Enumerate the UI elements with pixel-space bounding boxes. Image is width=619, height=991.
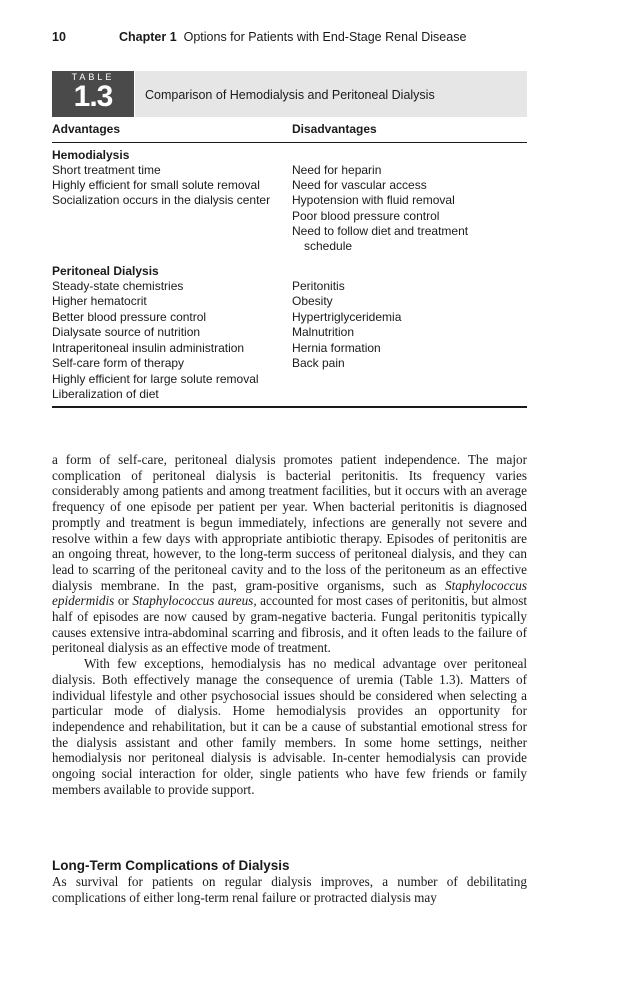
- column-header-advantages: Advantages: [52, 122, 121, 136]
- table-cell-advantage: Higher hematocrit: [52, 294, 147, 308]
- table-label-word: TABLE: [71, 72, 115, 82]
- table-cell-advantage: Highly efficient for small solute removal: [52, 178, 260, 192]
- table-cell-disadvantage: Back pain: [292, 356, 345, 370]
- species-name: Staphylococcus epidermidis: [52, 577, 527, 609]
- table-cell-disadvantage: Need for vascular access: [292, 178, 427, 192]
- table-cell-advantage: Socialization occurs in the dialysis center: [52, 193, 271, 207]
- table-cell-disadvantage: Hypotension with fluid removal: [292, 193, 455, 207]
- running-head: [52, 30, 532, 46]
- table-cell-advantage: Steady-state chemistries: [52, 279, 184, 293]
- paragraph-text: or: [114, 593, 133, 609]
- paragraph-text: accounted for most cases of peritonitis, but almost half of episodes are now caused by gram-negative bacteria. Fungal peritonitis typically causes extensive intra-abdominal scarring and fibrosis, and it often leads to the failure of peritoneal dialysis as an effective mode of treatment.: [52, 593, 527, 656]
- table-cell-advantage: Intraperitoneal insulin administration: [52, 341, 245, 355]
- table-cell-disadvantage: Poor blood pressure control: [292, 209, 440, 223]
- table-banner: [52, 71, 527, 117]
- paragraph-text: a form of self-care, peritoneal dialysis promotes patient independence. The major complication of peritoneal dialysis is bacterial peritonitis. Its frequency varies considerably among patients and among treatment facilities, but it occurs with an average frequency of one episode per patient per year. When bacterial peritonitis is diagnosed promptly and treatment is begun immediately, infections are generally not severe and resolve within a few days with appropriate antibiotic therapy. Episodes of peritonitis are an ongoing threat, however, to the long-term success of peritoneal dialysis, and they can lead to scarring of the peritoneal cavity and to the loss of the peritoneum as an effective dialysis membrane. In the past, gram-positive organisms, such as: [52, 452, 527, 593]
- table-title-bar: [135, 71, 527, 117]
- table-cell-disadvantage: Obesity: [292, 294, 333, 308]
- paragraph: As survival for patients on regular dialysis improves, a number of debilitating complications of either long-term renal failure or protracted dialysis may: [52, 874, 527, 905]
- table-number: 1.3: [73, 80, 113, 113]
- table-cell-disadvantage: Need to follow diet and treatment: [292, 224, 469, 238]
- table-group-heading: Hemodialysis: [52, 148, 130, 162]
- table-number-tag: [52, 71, 134, 117]
- table-bottom-rule: [52, 406, 527, 408]
- table-cell-disadvantage: Malnutrition: [292, 325, 355, 339]
- table-cell-advantage: Dialysate source of nutrition: [52, 325, 201, 339]
- table-cell-disadvantage: Need for heparin: [292, 163, 382, 177]
- table-header-rule: [52, 142, 527, 143]
- species-name: Staphylococcus aureus,: [132, 593, 257, 609]
- section-body: [52, 874, 527, 905]
- table-cell-advantage: Better blood pressure control: [52, 310, 207, 324]
- column-header-disadvantages: Disadvantages: [292, 122, 377, 136]
- table-cell-disadvantage: Hernia formation: [292, 341, 381, 355]
- body-text: [52, 452, 527, 797]
- paragraph: [52, 452, 527, 656]
- chapter-title: Options for Patients with End-Stage Renal Disease: [183, 30, 467, 44]
- table-cell-advantage: Highly efficient for large solute removal: [52, 372, 259, 386]
- table-cell-disadvantage: Hypertriglyceridemia: [292, 310, 402, 324]
- table-cell-disadvantage: Peritonitis: [292, 279, 345, 293]
- table-cell-advantage: Self-care form of therapy: [52, 356, 185, 370]
- table-title: Comparison of Hemodialysis and Peritoneal Dialysis: [145, 88, 435, 102]
- table-cell-advantage: Short treatment time: [52, 163, 161, 177]
- page-number: 10: [52, 30, 66, 44]
- table-group-heading: Peritoneal Dialysis: [52, 264, 159, 278]
- paragraph: With few exceptions, hemodialysis has no medical advantage over peritoneal dialysis. Both effectively manage the consequence of uremia (Table 1.3). Matters of individual lifestyle and other psychosocial issues should be considered when selecting a particular mode of dialysis. Home hemodialysis provides an opportunity for independence and rehabilitation, but it can be a cause of substantial emotional stress for the dialysis assistant and other family members. In some home settings, neither hemodialysis nor peritoneal dialysis is advisable. In-center hemodialysis can provide ongoing social interaction for older, single patients who have few friends or family members available to provide support.: [52, 656, 527, 797]
- section-heading: Long-Term Complications of Dialysis: [52, 858, 290, 873]
- chapter-label: Chapter 1: [119, 30, 177, 44]
- table-cell-advantage: Liberalization of diet: [52, 387, 159, 401]
- table-cell-disadvantage-continued: schedule: [304, 239, 353, 253]
- chapter-heading: [119, 30, 466, 44]
